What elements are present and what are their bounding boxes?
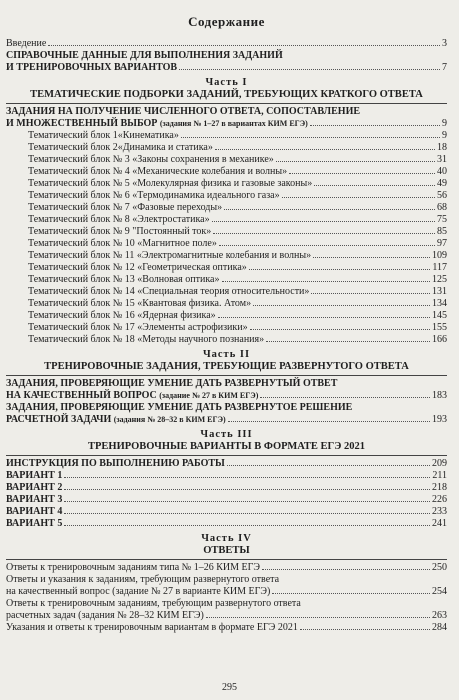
toc-page-number: 254 bbox=[432, 586, 447, 597]
dot-leader bbox=[228, 421, 430, 422]
dot-leader bbox=[266, 341, 430, 342]
toc-entry bbox=[6, 214, 447, 226]
toc-label: Тематический блок № 18 «Методы научного познания» bbox=[28, 334, 265, 345]
part4-c bbox=[6, 610, 447, 622]
toc-label: Тематический блок № 14 «Специальная теория относительности» bbox=[28, 286, 310, 297]
toc-label: И МНОЖЕСТВЕННЫЙ ВЫБОР bbox=[6, 118, 158, 129]
toc-page-number: 155 bbox=[432, 322, 447, 333]
toc-entry bbox=[6, 458, 447, 470]
toc-label: Тематический блок № 10 «Магнитное поле» bbox=[28, 238, 217, 249]
divider bbox=[6, 559, 447, 560]
toc-entry bbox=[6, 518, 447, 530]
toc-entry bbox=[6, 130, 447, 142]
page-number: 295 bbox=[222, 682, 237, 693]
toc-page-number: 166 bbox=[432, 334, 447, 345]
dot-leader bbox=[206, 617, 430, 618]
part1-label: Часть I bbox=[205, 77, 248, 88]
toc-label: Тематический блок № 6 «Термодинамика идеального газа» bbox=[28, 190, 280, 201]
dot-leader bbox=[289, 173, 435, 174]
toc-page-number: 250 bbox=[432, 562, 447, 573]
toc-page-number: 49 bbox=[437, 178, 447, 189]
toc-page-number: 226 bbox=[432, 494, 447, 505]
toc-entry bbox=[6, 286, 447, 298]
part4-heading: ОТВЕТЫ bbox=[203, 545, 250, 556]
toc-entry bbox=[6, 190, 447, 202]
part3-label: Часть III bbox=[200, 429, 253, 440]
toc-label: Тематический блок № 16 «Ядерная физика» bbox=[28, 310, 216, 321]
dot-leader bbox=[222, 281, 431, 282]
toc-page-number: 183 bbox=[432, 390, 447, 401]
toc-entry bbox=[6, 322, 447, 334]
toc-label: Тематический блок № 4 «Механические колебания и волны» bbox=[28, 166, 288, 177]
toc-label: Тематический блок № 8 «Электростатика» bbox=[28, 214, 210, 225]
dot-leader bbox=[253, 305, 430, 306]
toc-page-number: 125 bbox=[432, 274, 447, 285]
toc-entry bbox=[6, 202, 447, 214]
dot-leader bbox=[272, 593, 430, 594]
dot-leader bbox=[224, 209, 435, 210]
toc-label: Тематический блок 1«Кинематика» bbox=[28, 130, 179, 141]
divider bbox=[6, 375, 447, 376]
toc-label: ВАРИАНТ 5 bbox=[6, 518, 63, 529]
part1-heading: ТЕМАТИЧЕСКИЕ ПОДБОРКИ ЗАДАНИЙ, ТРЕБУЮЩИХ КРАТКОГО ОТВЕТА bbox=[30, 89, 423, 100]
toc-label: Тематический блок 2«Динамика и статика» bbox=[28, 142, 213, 153]
dot-leader bbox=[250, 329, 430, 330]
toc-page-number: 134 bbox=[432, 298, 447, 309]
toc-label: И ТРЕНИРОВОЧНЫХ ВАРИАНТОВ bbox=[6, 62, 178, 73]
toc-page-number: 18 bbox=[437, 142, 447, 153]
toc-label: ВАРИАНТ 2 bbox=[6, 482, 63, 493]
toc-entry bbox=[6, 154, 447, 166]
toc-reference bbox=[6, 62, 447, 74]
dot-leader bbox=[213, 233, 435, 234]
toc-label: расчетных задач (задания № 28–32 КИМ ЕГЭ) bbox=[6, 610, 204, 621]
toc-entry bbox=[6, 238, 447, 250]
toc-page-number: 233 bbox=[432, 506, 447, 517]
part4-d bbox=[6, 622, 447, 634]
variant-list bbox=[6, 458, 447, 530]
toc-page-number: 31 bbox=[437, 154, 447, 165]
toc-label: Тематический блок № 13 «Волновая оптика» bbox=[28, 274, 220, 285]
part4-b-line1: Ответы и указания к заданиям, требующим развернутого ответа bbox=[6, 574, 280, 585]
divider bbox=[6, 103, 447, 104]
toc-reference-line1: СПРАВОЧНЫЕ ДАННЫЕ ДЛЯ ВЫПОЛНЕНИЯ ЗАДАНИЙ bbox=[6, 50, 283, 61]
toc-entry bbox=[6, 262, 447, 274]
dot-leader bbox=[181, 137, 440, 138]
toc-page-number: 9 bbox=[442, 130, 447, 141]
toc-note: (задания № 28–32 в КИМ ЕГЭ) bbox=[113, 415, 226, 424]
toc-page-number: 263 bbox=[432, 610, 447, 621]
dot-leader bbox=[64, 477, 430, 478]
toc-label: Тематический блок № 12 «Геометрическая оптика» bbox=[28, 262, 247, 273]
toc-entry bbox=[6, 506, 447, 518]
toc-label: ИНСТРУКЦИЯ ПО ВЫПОЛНЕНИЮ РАБОТЫ bbox=[6, 458, 225, 469]
toc-page-number: 218 bbox=[432, 482, 447, 493]
toc-label: ВАРИАНТ 3 bbox=[6, 494, 63, 505]
dot-leader bbox=[249, 269, 431, 270]
thematic-block-list bbox=[6, 130, 447, 346]
dot-leader bbox=[218, 317, 430, 318]
toc-entry bbox=[6, 482, 447, 494]
toc-entry bbox=[6, 178, 447, 190]
toc-page-number: 284 bbox=[432, 622, 447, 633]
page-title: Содержание bbox=[188, 14, 265, 29]
dot-leader bbox=[219, 245, 435, 246]
toc-entry bbox=[6, 470, 447, 482]
toc-entry bbox=[6, 250, 447, 262]
toc-label: Тематический блок № 3 «Законы сохранения в механике» bbox=[28, 154, 274, 165]
part3-heading: ТРЕНИРОВОЧНЫЕ ВАРИАНТЫ В ФОРМАТЕ ЕГЭ 2021 bbox=[88, 441, 365, 452]
dot-leader bbox=[64, 501, 430, 502]
dot-leader bbox=[262, 569, 430, 570]
toc-page-number: 3 bbox=[442, 38, 447, 49]
toc-note: (задание № 27 в КИМ ЕГЭ) bbox=[159, 391, 259, 400]
toc-label: Тематический блок № 11 «Электромагнитные колебания и волны» bbox=[28, 250, 312, 261]
part4-label: Часть IV bbox=[201, 533, 252, 544]
toc-page-number: 97 bbox=[437, 238, 447, 249]
toc-label: Указания и ответы к тренировочным вариантам в формате ЕГЭ 2021 bbox=[6, 622, 298, 633]
toc-entry bbox=[6, 142, 447, 154]
toc-intro bbox=[6, 38, 447, 50]
toc-label: Введение bbox=[6, 38, 47, 49]
dot-leader bbox=[212, 221, 435, 222]
toc-entry bbox=[6, 334, 447, 346]
toc-page-number: 117 bbox=[432, 262, 447, 273]
dot-leader bbox=[64, 489, 430, 490]
toc-note: (задания № 1–27 в вариантах КИМ ЕГЭ) bbox=[159, 119, 308, 128]
toc-page-number: 85 bbox=[437, 226, 447, 237]
toc-label: РАСЧЕТНОЙ ЗАДАЧИ bbox=[6, 414, 112, 425]
toc-page-number: 56 bbox=[437, 190, 447, 201]
toc-label: Тематический блок № 9 "Постоянный ток» bbox=[28, 226, 212, 237]
dot-leader bbox=[227, 465, 430, 466]
toc-entry bbox=[6, 226, 447, 238]
toc-page-number: 9 bbox=[442, 118, 447, 129]
toc-page-number: 68 bbox=[437, 202, 447, 213]
toc-page-number: 193 bbox=[432, 414, 447, 425]
toc-page-number: 109 bbox=[432, 250, 447, 261]
toc-entry bbox=[6, 494, 447, 506]
part4-a bbox=[6, 562, 447, 574]
toc-page-number: 241 bbox=[432, 518, 447, 529]
toc-page-number: 209 bbox=[432, 458, 447, 469]
toc-label: Тематический блок № 7 «Фазовые переходы» bbox=[28, 202, 223, 213]
toc-page-number: 145 bbox=[432, 310, 447, 321]
divider bbox=[6, 455, 447, 456]
dot-leader bbox=[64, 525, 430, 526]
toc-label: Ответы к тренировочным заданиям типа № 1–26 КИМ ЕГЭ bbox=[6, 562, 260, 573]
dot-leader bbox=[64, 513, 430, 514]
dot-leader bbox=[313, 257, 430, 258]
toc-entry bbox=[6, 166, 447, 178]
dot-leader bbox=[314, 185, 435, 186]
part1-sub-line1: ЗАДАНИЯ НА ПОЛУЧЕНИЕ ЧИСЛЕННОГО ОТВЕТА, СОПОСТАВЛЕНИЕ bbox=[6, 106, 361, 117]
toc-page-number: 40 bbox=[437, 166, 447, 177]
part2-b bbox=[6, 414, 447, 426]
dot-leader bbox=[260, 397, 430, 398]
toc-entry bbox=[6, 274, 447, 286]
dot-leader bbox=[179, 69, 440, 70]
dot-leader bbox=[215, 149, 435, 150]
part2-a-line1: ЗАДАНИЯ, ПРОВЕРЯЮЩИЕ УМЕНИЕ ДАТЬ РАЗВЕРНУТЫЙ ОТВЕТ bbox=[6, 378, 338, 389]
toc-label: на качественный вопрос (задание № 27 в варианте КИМ ЕГЭ) bbox=[6, 586, 271, 597]
toc-entry bbox=[6, 310, 447, 322]
toc-label: НА КАЧЕСТВЕННЫЙ ВОПРОС bbox=[6, 390, 157, 401]
part2-heading: ТРЕНИРОВОЧНЫЕ ЗАДАНИЯ, ТРЕБУЮЩИЕ РАЗВЕРНУТОГО ОТВЕТА bbox=[44, 361, 409, 372]
toc-label: Тематический блок № 17 «Элементы астрофизики» bbox=[28, 322, 248, 333]
part2-label: Часть II bbox=[202, 349, 251, 360]
toc-label: ВАРИАНТ 1 bbox=[6, 470, 63, 481]
toc-label: Тематический блок № 15 «Квантовая физика. Атом» bbox=[28, 298, 252, 309]
dot-leader bbox=[300, 629, 430, 630]
toc-page-number: 75 bbox=[437, 214, 447, 225]
dot-leader bbox=[276, 161, 435, 162]
part2-a bbox=[6, 390, 447, 402]
toc-label: ВАРИАНТ 4 bbox=[6, 506, 63, 517]
toc-entry bbox=[6, 298, 447, 310]
part2-b-line1: ЗАДАНИЯ, ПРОВЕРЯЮЩИЕ УМЕНИЕ ДАТЬ РАЗВЕРНУТОЕ РЕШЕНИЕ bbox=[6, 402, 353, 413]
part4-b bbox=[6, 586, 447, 598]
part4-c-line1: Ответы к тренировочным заданиям, требующим развернутого ответа bbox=[6, 598, 301, 609]
dot-leader bbox=[48, 45, 440, 46]
toc-page-number: 7 bbox=[442, 62, 447, 73]
toc-page-number: 131 bbox=[432, 286, 447, 297]
dot-leader bbox=[282, 197, 435, 198]
toc-page-number: 211 bbox=[432, 470, 447, 481]
dot-leader bbox=[311, 293, 430, 294]
toc-label: Тематический блок № 5 «Молекулярная физика и газовые законы» bbox=[28, 178, 313, 189]
part1-sub bbox=[6, 118, 447, 130]
dot-leader bbox=[310, 125, 440, 126]
